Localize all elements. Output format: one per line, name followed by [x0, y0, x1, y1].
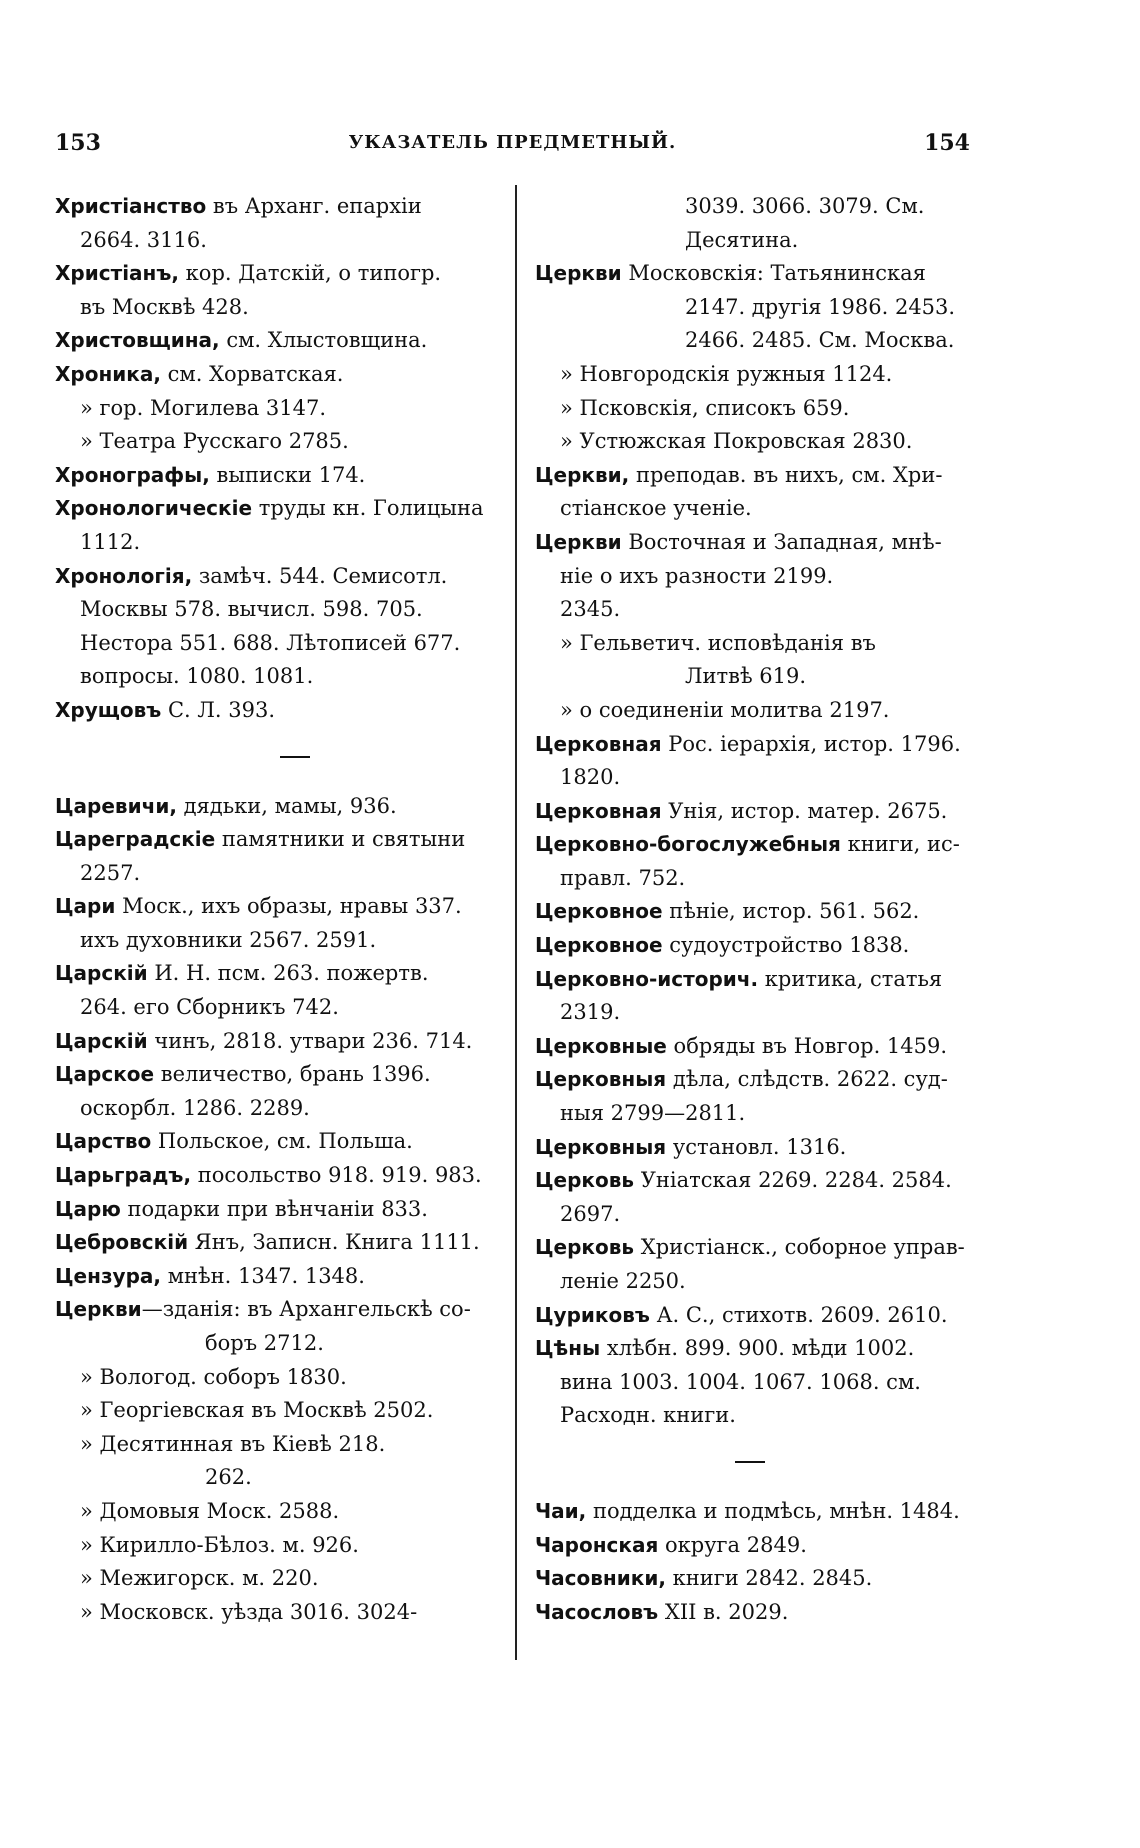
- index-entry-line: [535, 1030, 970, 1064]
- page-number-right: 154: [924, 130, 970, 156]
- entry-text: Литвѣ 619.: [685, 664, 807, 689]
- entry-headword: Цѣны: [535, 1336, 601, 1361]
- entry-text: вина 1003. 1004. 1067. 1068. см.: [560, 1369, 921, 1394]
- entry-headword: Чаронская: [535, 1532, 659, 1557]
- index-entry-line: [55, 560, 505, 594]
- entry-text: правл. 752.: [560, 865, 686, 890]
- entry-headword: Церковное: [535, 899, 663, 924]
- entry-text: установл. 1316.: [666, 1134, 847, 1159]
- index-entry-line: [55, 392, 505, 426]
- entry-text: см. Хлыстовщина.: [219, 328, 428, 353]
- entry-text: леніе 2250.: [560, 1269, 686, 1293]
- entry-text: Нестора 551. 688. Лѣтописей 677.: [80, 630, 461, 655]
- entry-headword: Цареградскіе: [55, 827, 216, 852]
- entry-text: Десятина.: [685, 227, 799, 252]
- entry-text: Моск., ихъ образы, нравы 337.: [115, 894, 462, 919]
- entry-text: ныя 2799—2811.: [560, 1101, 746, 1126]
- index-entry-line: [535, 1063, 970, 1097]
- entry-text: книги, ис-: [840, 832, 960, 857]
- index-entry-line: [55, 1226, 505, 1260]
- entry-text: 2697.: [560, 1201, 621, 1226]
- section-divider: [735, 1461, 765, 1463]
- entry-headword: Царьградъ,: [55, 1163, 192, 1188]
- entry-text: преподав. въ нихъ, см. Хри-: [629, 462, 943, 487]
- entry-headword: Чаи,: [535, 1498, 587, 1523]
- entry-headword: Церкви: [535, 261, 622, 286]
- entry-headword: Церковныя: [535, 1134, 667, 1159]
- entry-headword: Царскій: [55, 1028, 148, 1053]
- entry-text: въ Арханг. епархіи: [206, 194, 422, 218]
- index-entry-line: [535, 324, 970, 358]
- entry-text: критика, статья: [758, 966, 943, 991]
- index-entry-line: [535, 291, 970, 325]
- entry-text: замѣч. 544. Семисотл.: [192, 563, 448, 588]
- index-entry-line: [55, 492, 505, 526]
- index-entry-line: [535, 1299, 970, 1333]
- entry-headword: Часовники,: [535, 1566, 666, 1591]
- entry-text: см. Хорватская.: [160, 361, 344, 386]
- index-entry-line: [55, 425, 505, 459]
- index-entry-line: [535, 593, 970, 627]
- entry-text: Янъ, Записн. Книга 1111.: [188, 1230, 480, 1255]
- entry-text: 2664. 3116.: [80, 227, 207, 252]
- index-entry-line: [55, 890, 505, 924]
- index-entry-line: [55, 924, 505, 958]
- index-entry-line: [55, 790, 505, 824]
- entry-text: въ Москвѣ 428.: [80, 294, 249, 319]
- index-entry-line: [535, 1097, 970, 1131]
- entry-text: памятники и святыни: [215, 827, 466, 852]
- index-entry-line: [535, 694, 970, 728]
- entry-headword: Христіанство: [55, 194, 207, 218]
- index-entry-line: [55, 593, 505, 627]
- entry-text: » Десятинная въ Кіевѣ 218.: [80, 1431, 386, 1456]
- index-entry-line: [55, 1361, 505, 1395]
- index-entry-line: [55, 1159, 505, 1193]
- entry-headword: Царское: [55, 1062, 155, 1087]
- index-entry-line: [535, 1198, 970, 1232]
- entry-text: подарки при вѣнчаніи 833.: [120, 1196, 428, 1221]
- index-entry-line: [55, 1394, 505, 1428]
- index-entry-line: [535, 190, 970, 224]
- entry-text: 2257.: [80, 860, 141, 885]
- entry-headword: Цари: [55, 894, 116, 919]
- index-entry-line: [55, 358, 505, 392]
- index-entry-line: [55, 291, 505, 325]
- index-entry-line: [55, 1327, 505, 1361]
- entry-text: Москвы 578. вычисл. 598. 705.: [80, 597, 423, 622]
- entry-text: стіанское ученіе.: [560, 496, 752, 521]
- entry-headword: Христовщина,: [55, 328, 220, 353]
- entry-text: Христіанск., соборное управ-: [634, 1235, 965, 1260]
- entry-text: » Устюжская Покровская 2830.: [560, 429, 913, 454]
- index-entry-line: [55, 957, 505, 991]
- index-entry-line: [535, 929, 970, 963]
- index-entry-line: [535, 660, 970, 694]
- entry-text: 2147. другія 1986. 2453.: [685, 294, 956, 319]
- index-entry-line: [535, 425, 970, 459]
- entry-headword: Хроника,: [55, 361, 161, 386]
- entry-text: И. Н. псм. 263. пожертв.: [147, 961, 429, 986]
- entry-text: 2466. 2485. См. Москва.: [685, 328, 955, 353]
- index-entry-line: [55, 660, 505, 694]
- entry-text: 1820.: [560, 765, 621, 790]
- index-entry-line: [55, 1025, 505, 1059]
- index-entry-line: [535, 392, 970, 426]
- entry-text: дѣла, слѣдств. 2622. суд-: [666, 1067, 948, 1092]
- entry-text: чинъ, 2818. утвари 236. 714.: [147, 1028, 473, 1053]
- entry-text: 1112.: [80, 529, 141, 554]
- entry-headword: Церковныя: [535, 1067, 667, 1092]
- index-entry-line: [535, 963, 970, 997]
- index-entry-line: [55, 823, 505, 857]
- index-entry-line: [535, 895, 970, 929]
- index-entry-line: [535, 1529, 970, 1563]
- index-entry-line: [535, 728, 970, 762]
- index-entry-line: [55, 526, 505, 560]
- index-entry-line: [535, 1231, 970, 1265]
- index-entry-line: [535, 996, 970, 1030]
- entry-headword: Часословъ: [535, 1599, 659, 1624]
- index-entry-line: [55, 1596, 505, 1630]
- running-title: УКАЗАТЕЛЬ ПРЕДМЕТНЫЙ.: [348, 132, 677, 153]
- entry-text: » Межигорск. м. 220.: [80, 1566, 319, 1591]
- entry-text: 262.: [205, 1465, 252, 1490]
- entry-text: подделка и подмѣсь, мнѣн. 1484.: [586, 1498, 960, 1523]
- index-entry-line: [55, 1495, 505, 1529]
- entry-headword: Церкви: [55, 1297, 142, 1322]
- section-divider: [280, 756, 310, 758]
- entry-text: оскорбл. 1286. 2289.: [80, 1095, 310, 1120]
- index-entry-line: [535, 224, 970, 258]
- entry-text: » Домовыя Моск. 2588.: [80, 1498, 340, 1523]
- index-entry-line: [55, 1260, 505, 1294]
- page-number-left: 153: [55, 130, 101, 156]
- entry-text: » Московск. уѣзда 3016. 3024-: [80, 1599, 418, 1624]
- entry-text: хлѣбн. 899. 900. мѣди 1002.: [600, 1336, 915, 1361]
- index-entry-line: [535, 1366, 970, 1400]
- entry-text: С. Л. 393.: [161, 697, 276, 722]
- entry-text: » Кирилло-Бѣлоз. м. 926.: [80, 1532, 359, 1557]
- entry-text: Рос. іерархія, истор. 1796.: [661, 731, 961, 756]
- index-entry-line: [55, 190, 505, 224]
- entry-headword: Церкви: [535, 529, 622, 554]
- entry-text: Польское, см. Польша.: [151, 1129, 413, 1154]
- entry-headword: Царство: [55, 1129, 152, 1154]
- entry-headword: Христіанъ,: [55, 261, 179, 286]
- index-entry-line: [55, 1562, 505, 1596]
- index-entry-line: [55, 1125, 505, 1159]
- index-entry-line: [535, 627, 970, 661]
- index-entry-line: [535, 1495, 970, 1529]
- entry-headword: Хронологическіе: [55, 496, 253, 521]
- entry-text: боръ 2712.: [205, 1331, 324, 1355]
- entry-text: » Гельветич. исповѣданія въ: [560, 630, 876, 655]
- entry-text: Унія, истор. матер. 2675.: [661, 798, 948, 823]
- entry-headword: Церковно-историч.: [535, 966, 759, 991]
- page-header: [55, 130, 970, 164]
- entry-text: кор. Датскій, о типогр.: [179, 261, 442, 286]
- entry-text: » гор. Могилева 3147.: [80, 395, 327, 420]
- entry-headword: Цебровскій: [55, 1230, 189, 1255]
- entry-text: Восточная и Западная, мнѣ-: [621, 529, 942, 554]
- entry-headword: Церковные: [535, 1033, 667, 1058]
- entry-headword: Цуриковъ: [535, 1302, 650, 1327]
- left-column: [55, 190, 505, 1629]
- index-entry-line: [55, 1428, 505, 1462]
- entry-text: —зданія: въ Архангельскѣ со-: [141, 1297, 471, 1322]
- index-entry-line: [535, 1332, 970, 1366]
- entry-text: округа 2849.: [658, 1532, 807, 1557]
- entry-headword: Царскій: [55, 961, 148, 986]
- entry-text: » Георгіевская въ Москвѣ 2502.: [80, 1398, 434, 1423]
- entry-text: 2345.: [560, 597, 621, 622]
- index-entry-line: [55, 324, 505, 358]
- index-entry-line: [535, 560, 970, 594]
- index-entry-line: [55, 1092, 505, 1126]
- entry-headword: Церковная: [535, 731, 662, 756]
- index-entry-line: [535, 526, 970, 560]
- entry-headword: Церковно-богослужебныя: [535, 832, 841, 857]
- entry-text: судоустройство 1838.: [662, 933, 910, 958]
- entry-text: » о соединеніи молитва 2197.: [560, 697, 890, 722]
- index-entry-line: [535, 828, 970, 862]
- entry-headword: Церковь: [535, 1235, 635, 1260]
- index-entry-line: [55, 224, 505, 258]
- entry-text: ніе о ихъ разности 2199.: [560, 563, 834, 588]
- entry-text: А. С., стихотв. 2609. 2610.: [649, 1302, 948, 1327]
- entry-text: » Вологод. соборъ 1830.: [80, 1364, 347, 1389]
- index-entry-line: [55, 459, 505, 493]
- entry-headword: Царю: [55, 1196, 121, 1221]
- entry-text: 2319.: [560, 1000, 621, 1025]
- entry-headword: Церкви,: [535, 462, 630, 487]
- entry-text: Московскія: Татьянинская: [621, 261, 926, 286]
- index-entry-line: [55, 694, 505, 728]
- entry-text: книги 2842. 2845.: [665, 1566, 873, 1591]
- entry-headword: Хрущовъ: [55, 697, 162, 722]
- index-entry-line: [535, 1265, 970, 1299]
- index-entry-line: [55, 1193, 505, 1227]
- index-entry-line: [535, 257, 970, 291]
- index-entry-line: [55, 1293, 505, 1327]
- index-entry-line: [55, 257, 505, 291]
- index-entry-line: [535, 761, 970, 795]
- entry-text: 3039. 3066. 3079. См.: [685, 194, 925, 218]
- index-entry-line: [535, 1164, 970, 1198]
- entry-text: Уніатская 2269. 2284. 2584.: [634, 1168, 952, 1193]
- entry-headword: Церковная: [535, 798, 662, 823]
- entry-text: XII в. 2029.: [658, 1599, 789, 1624]
- entry-text: пѣніе, истор. 561. 562.: [662, 899, 920, 924]
- index-entry-line: [55, 1529, 505, 1563]
- entry-text: » Театра Русскаго 2785.: [80, 429, 349, 454]
- index-entry-line: [55, 1461, 505, 1495]
- entry-text: Расходн. книги.: [560, 1403, 736, 1428]
- index-entry-line: [535, 492, 970, 526]
- index-entry-line: [55, 627, 505, 661]
- index-entry-line: [535, 1399, 970, 1433]
- index-entry-line: [535, 862, 970, 896]
- index-entry-line: [55, 1058, 505, 1092]
- entry-text: 264. его Сборникъ 742.: [80, 995, 339, 1020]
- entry-text: » Псковскія, списокъ 659.: [560, 395, 850, 420]
- index-entry-line: [535, 1596, 970, 1630]
- index-entry-line: [55, 991, 505, 1025]
- index-entry-line: [55, 857, 505, 891]
- entry-headword: Церковное: [535, 933, 663, 958]
- index-entry-line: [535, 1131, 970, 1165]
- entry-text: труды кн. Голицына: [252, 496, 484, 521]
- entry-headword: Хронографы,: [55, 462, 210, 487]
- entry-headword: Цензура,: [55, 1263, 162, 1288]
- entry-text: мнѣн. 1347. 1348.: [161, 1263, 365, 1288]
- entry-text: ихъ духовники 2567. 2591.: [80, 927, 377, 952]
- entry-text: величество, брань 1396.: [154, 1062, 431, 1087]
- entry-text: вопросы. 1080. 1081.: [80, 664, 314, 689]
- index-entry-line: [535, 795, 970, 829]
- index-entry-line: [535, 1562, 970, 1596]
- right-column: [535, 190, 970, 1629]
- entry-headword: Хронологія,: [55, 563, 193, 588]
- entry-headword: Церковь: [535, 1168, 635, 1193]
- entry-text: посольство 918. 919. 983.: [191, 1163, 482, 1188]
- entry-text: выписки 174.: [209, 462, 366, 487]
- index-entry-line: [535, 459, 970, 493]
- entry-text: обряды въ Новгор. 1459.: [666, 1033, 948, 1058]
- entry-text: дядьки, мамы, 936.: [176, 793, 397, 818]
- entry-headword: Царевичи,: [55, 793, 177, 818]
- column-divider: [515, 185, 517, 1660]
- entry-text: » Новгородскія ружныя 1124.: [560, 361, 893, 386]
- index-entry-line: [535, 358, 970, 392]
